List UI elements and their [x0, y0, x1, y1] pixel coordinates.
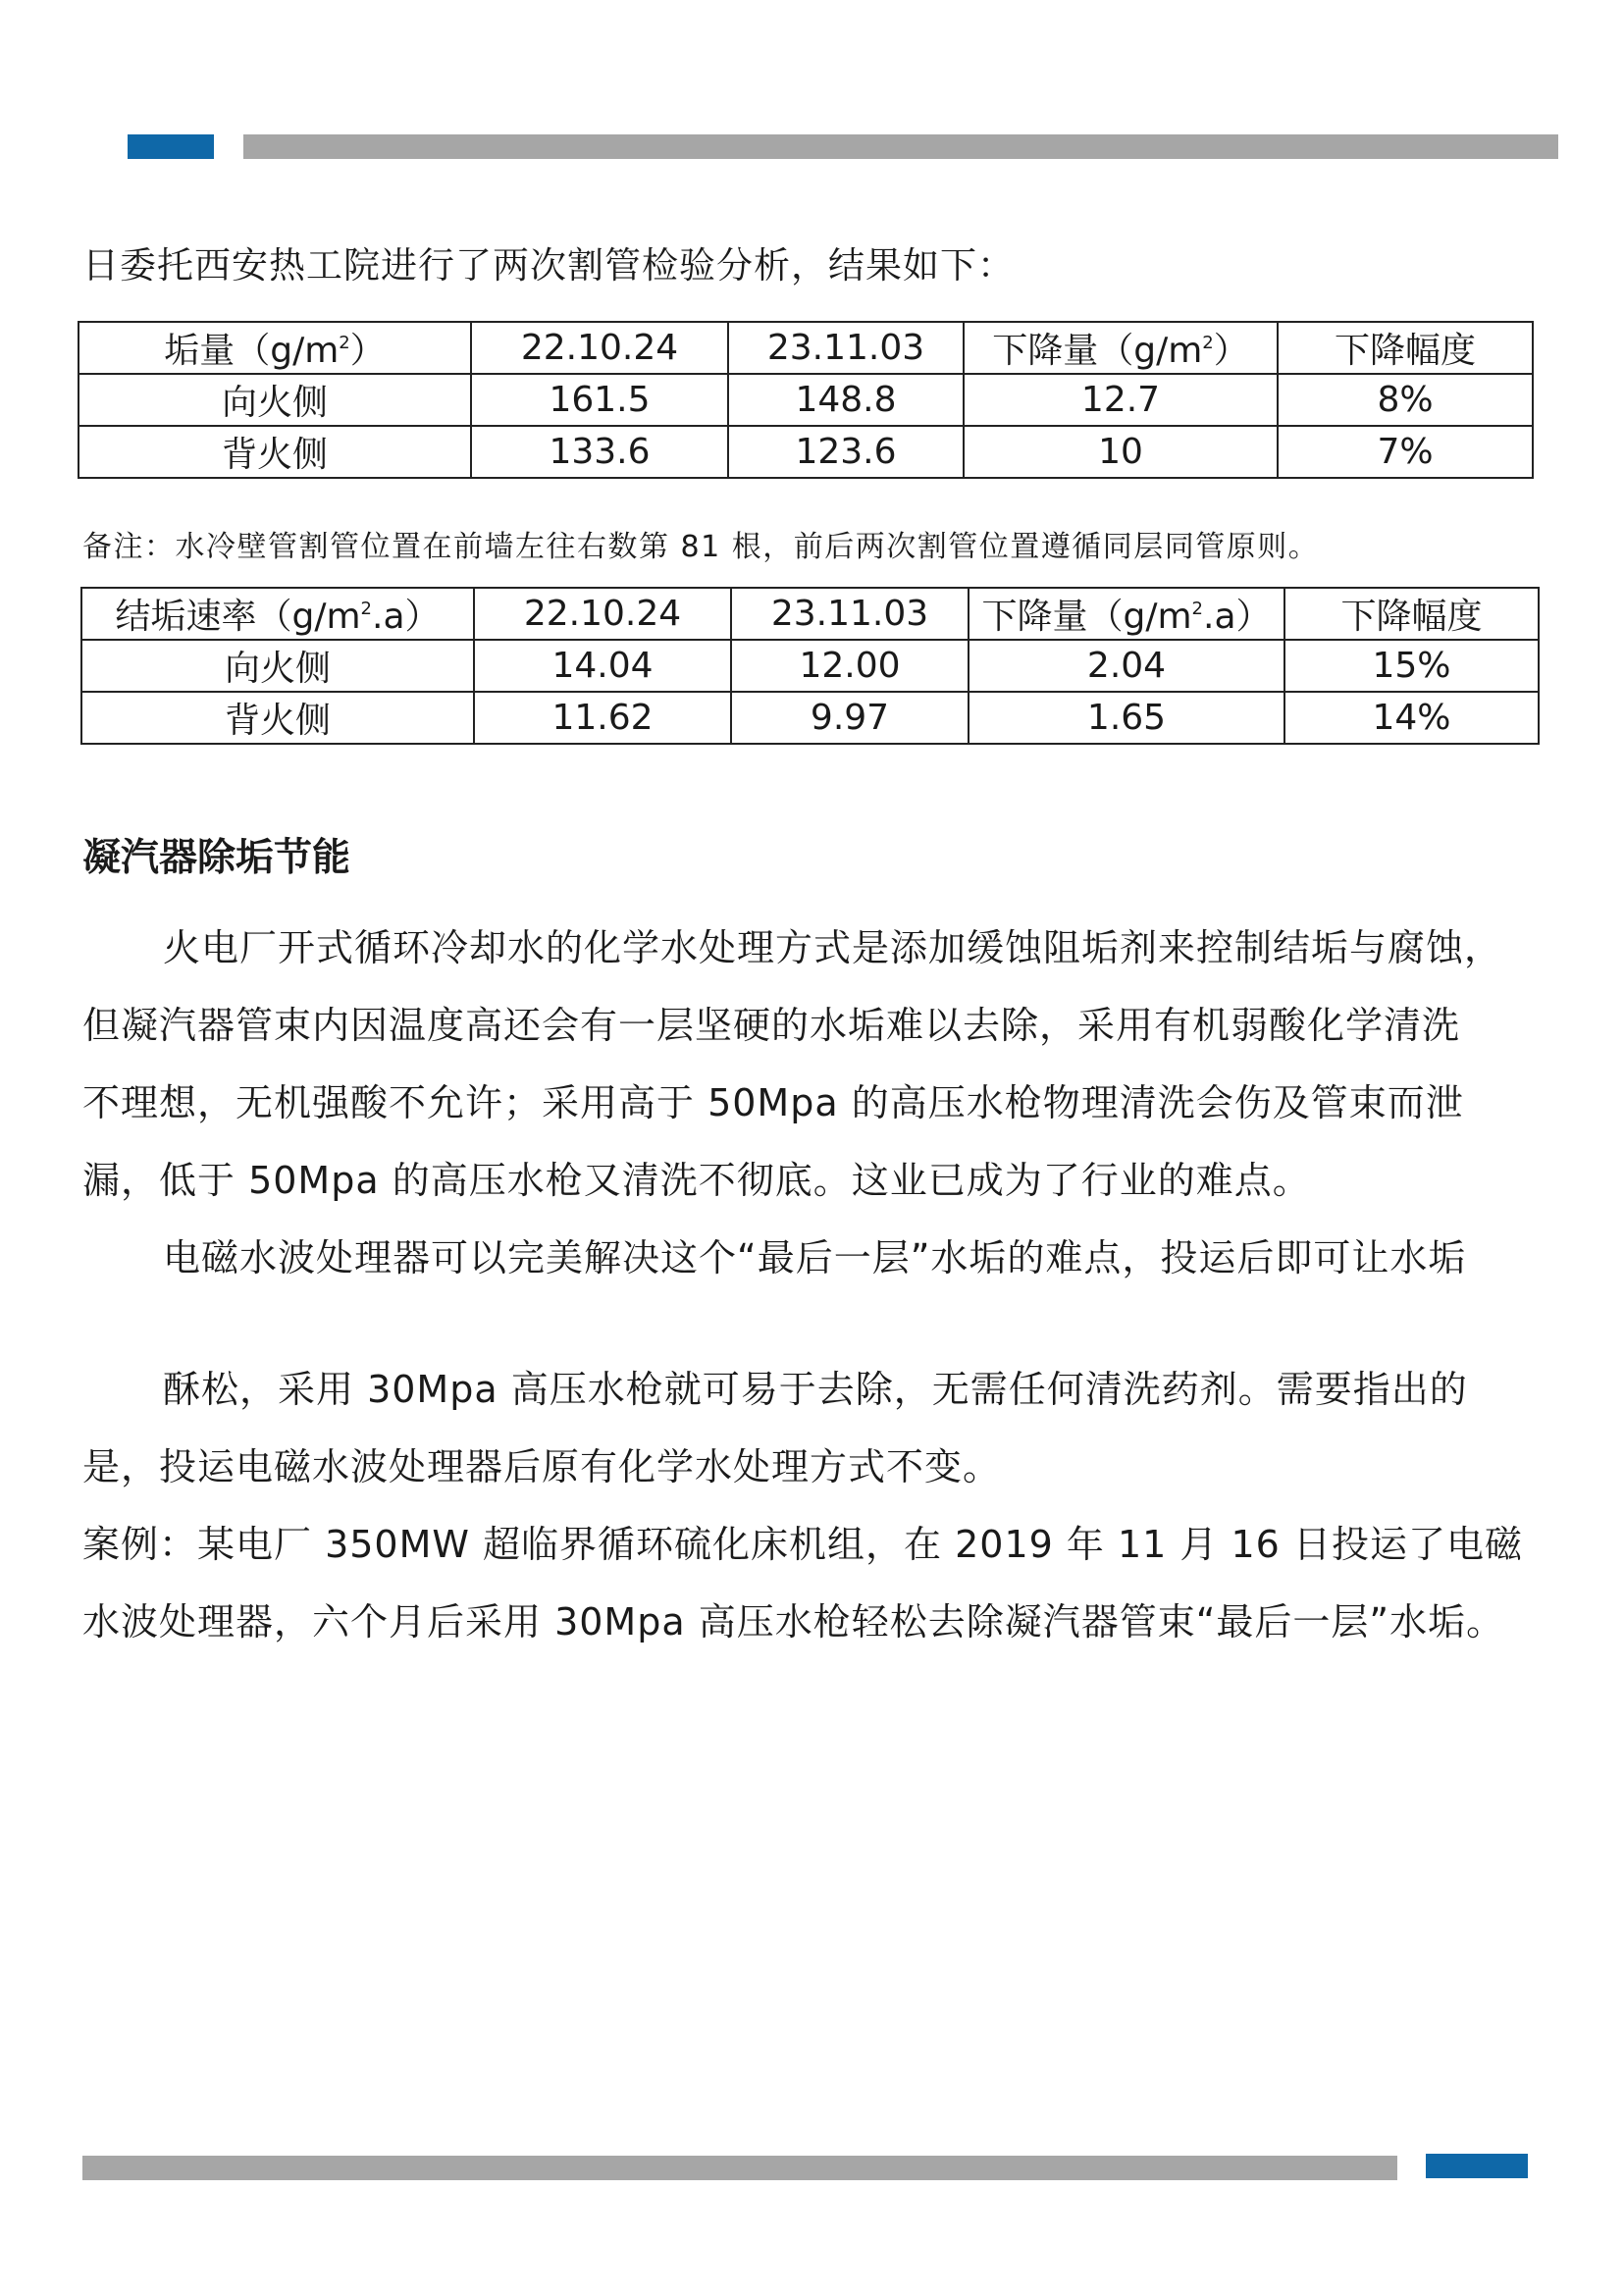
- table-header-cell: 23.11.03: [731, 588, 969, 640]
- scale-amount-table: [78, 321, 1534, 479]
- table-row: [79, 374, 1533, 426]
- header-accent-bar: [128, 134, 214, 159]
- table-header-cell: 下降幅度: [1278, 322, 1533, 374]
- table-cell: 11.62: [474, 692, 731, 744]
- header-rule-bar: [243, 134, 1558, 159]
- paragraph-line: 火电厂开式循环冷却水的化学水处理方式是添加缓蚀阻垢剂来控制结垢与腐蚀，: [163, 926, 1503, 969]
- table-header-cell: 垢量$(g/m^2)$: [79, 322, 471, 374]
- table-cell: 背火侧: [81, 692, 474, 744]
- section-heading: 凝汽器除垢节能: [82, 836, 351, 880]
- case-line: 水波处理器，六个月后采用 30Mpa 高压水枪轻松去除凝汽器管束“最后一层”水垢。: [82, 1600, 1505, 1643]
- table-header-cell: 下降量$(g/m^2)$: [964, 322, 1278, 374]
- case-line: 案例：某电厂 350MW 超临界循环硫化床机组，在 2019 年 11 月 16 日投运了电磁: [82, 1523, 1523, 1566]
- table-cell: 148.8: [728, 374, 964, 426]
- paragraph-line: 酥松，采用 30Mpa 高压水枪就可易于去除，无需任何清洗药剂。需要指出的: [163, 1368, 1468, 1411]
- footer-accent-bar: [1426, 2154, 1528, 2178]
- table-header-row: [79, 322, 1533, 374]
- table-header-cell: 23.11.03: [728, 322, 964, 374]
- table-cell: 14.04: [474, 640, 731, 692]
- paragraph-line: 电磁水波处理器可以完美解决这个“最后一层”水垢的难点，投运后即可让水垢: [163, 1236, 1467, 1279]
- table-cell: 10: [964, 426, 1278, 478]
- paragraph-line: 是，投运电磁水波处理器后原有化学水处理方式不变。: [82, 1445, 1002, 1488]
- table-cell: 向火侧: [79, 374, 471, 426]
- table-cell: 12.7: [964, 374, 1278, 426]
- scaling-rate-table: [80, 587, 1540, 745]
- table-header-cell: 下降量$(g/m^2.a)$: [969, 588, 1284, 640]
- table-row: [79, 426, 1533, 478]
- paragraph-line: 不理想，无机强酸不允许；采用高于 50Mpa 的高压水枪物理清洗会伤及管束而泄: [82, 1081, 1464, 1124]
- table-cell: 161.5: [471, 374, 728, 426]
- table-cell: 8%: [1278, 374, 1533, 426]
- footer-rule-bar: [82, 2156, 1397, 2180]
- table-cell: 15%: [1284, 640, 1539, 692]
- table-cell: 背火侧: [79, 426, 471, 478]
- table-cell: 向火侧: [81, 640, 474, 692]
- intro-text: 日委托西安热工院进行了两次割管检验分析，结果如下：: [82, 244, 1015, 287]
- table-row: [81, 692, 1539, 744]
- table-note: 备注：水冷壁管割管位置在前墙左往右数第 81 根，前后两次割管位置遵循同层同管原则。: [82, 530, 1320, 564]
- table-cell: 12.00: [731, 640, 969, 692]
- table-cell: 14%: [1284, 692, 1539, 744]
- table-cell: 2.04: [969, 640, 1284, 692]
- paragraph-line: 但凝汽器管束内因温度高还会有一层坚硬的水垢难以去除，采用有机弱酸化学清洗: [82, 1004, 1461, 1047]
- table-cell: 1.65: [969, 692, 1284, 744]
- table-header-cell: 结垢速率$(g/m^2.a)$: [81, 588, 474, 640]
- table-header-cell: 22.10.24: [474, 588, 731, 640]
- table-header-cell: 22.10.24: [471, 322, 728, 374]
- table-header-row: [81, 588, 1539, 640]
- table-cell: 133.6: [471, 426, 728, 478]
- table-cell: 9.97: [731, 692, 969, 744]
- table-cell: 123.6: [728, 426, 964, 478]
- table-header-cell: 下降幅度: [1284, 588, 1539, 640]
- table-cell: 7%: [1278, 426, 1533, 478]
- table-row: [81, 640, 1539, 692]
- paragraph-line: 漏，低于 50Mpa 的高压水枪又清洗不彻底。这业已成为了行业的难点。: [82, 1159, 1311, 1202]
